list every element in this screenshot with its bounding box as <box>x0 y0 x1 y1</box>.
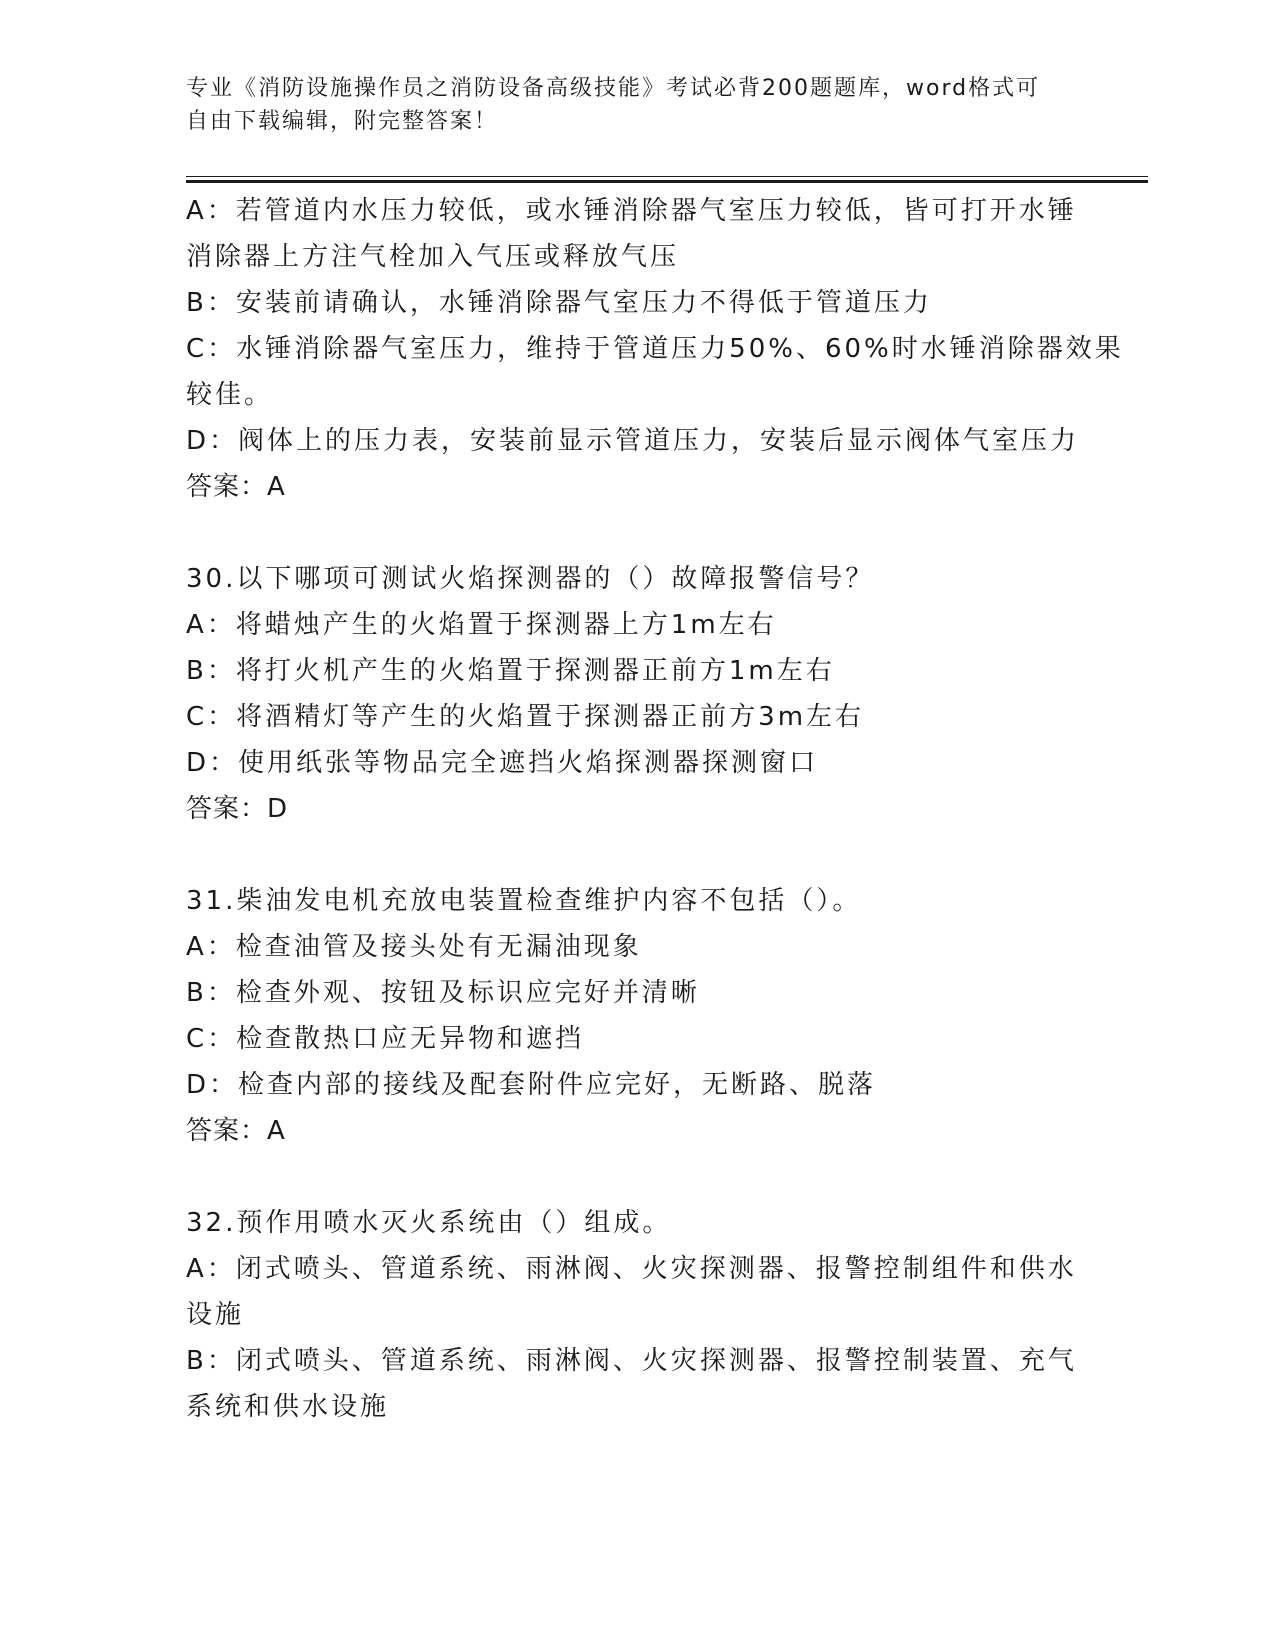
option-c: C：将酒精灯等产生的火焰置于探测器正前方3m左右 <box>186 702 865 732</box>
option-b: B：安装前请确认，水锤消除器气室压力不得低于管道压力 <box>186 288 932 318</box>
question-text: 31.柴油发电机充放电装置检查维护内容不包括（）。 <box>186 886 862 916</box>
spacer <box>186 832 1086 878</box>
question-31-block <box>186 878 1086 1154</box>
header-line-2: 自由下载编辑，附完整答案！ <box>186 109 499 134</box>
option-b: B：检查外观、按钮及标识应完好并清晰 <box>186 978 700 1008</box>
option-a: A：将蜡烛产生的火焰置于探测器上方1m左右 <box>186 610 777 640</box>
spacer <box>186 510 1086 556</box>
question-list <box>186 188 1124 1430</box>
option-b-continued: 系统和供水设施 <box>186 1392 390 1422</box>
question-30-block <box>186 556 1086 832</box>
header-divider-thick <box>186 180 1148 183</box>
header-line-1: 专业《消防设施操作员之消防设备高级技能》考试必背200题题库，word格式可 <box>186 76 1041 101</box>
option-b: B：闭式喷头、管道系统、雨淋阀、火灾探测器、报警控制装置、充气 <box>186 1346 1077 1376</box>
document-header <box>186 72 1066 138</box>
option-d: D：检查内部的接线及配套附件应完好，无断路、脱落 <box>186 1070 877 1100</box>
option-a: A：检查油管及接头处有无漏油现象 <box>186 932 642 962</box>
option-c-continued: 较佳。 <box>186 380 274 410</box>
option-c: C：检查散热口应无异物和遮挡 <box>186 1024 585 1054</box>
option-a-continued: 设施 <box>186 1300 245 1330</box>
question-29-block <box>186 188 1124 510</box>
option-a: A：闭式喷头、管道系统、雨淋阀、火灾探测器、报警控制组件和供水 <box>186 1254 1077 1284</box>
option-d: D：使用纸张等物品完全遮挡火焰探测器探测窗口 <box>186 748 819 778</box>
option-a: A：若管道内水压力较低，或水锤消除器气室压力较低，皆可打开水锤 <box>186 196 1077 226</box>
answer-text: 答案：A <box>186 1116 286 1146</box>
header-divider-thin <box>186 176 1148 177</box>
answer-text: 答案：A <box>186 472 286 502</box>
option-a-continued: 消除器上方注气栓加入气压或释放气压 <box>186 242 680 272</box>
question-text: 30.以下哪项可测试火焰探测器的（）故障报警信号？ <box>186 564 875 594</box>
answer-text: 答案：D <box>186 794 289 824</box>
option-d: D：阀体上的压力表，安装前显示管道压力，安装后显示阀体气室压力 <box>186 426 1080 456</box>
spacer <box>186 1154 1086 1200</box>
option-b: B：将打火机产生的火焰置于探测器正前方1m左右 <box>186 656 835 686</box>
question-32-block <box>186 1200 1086 1430</box>
option-c: C：水锤消除器气室压力，维持于管道压力50%、60%时水锤消除器效果 <box>186 334 1124 364</box>
question-text: 32.预作用喷水灭火系统由（）组成。 <box>186 1208 672 1238</box>
